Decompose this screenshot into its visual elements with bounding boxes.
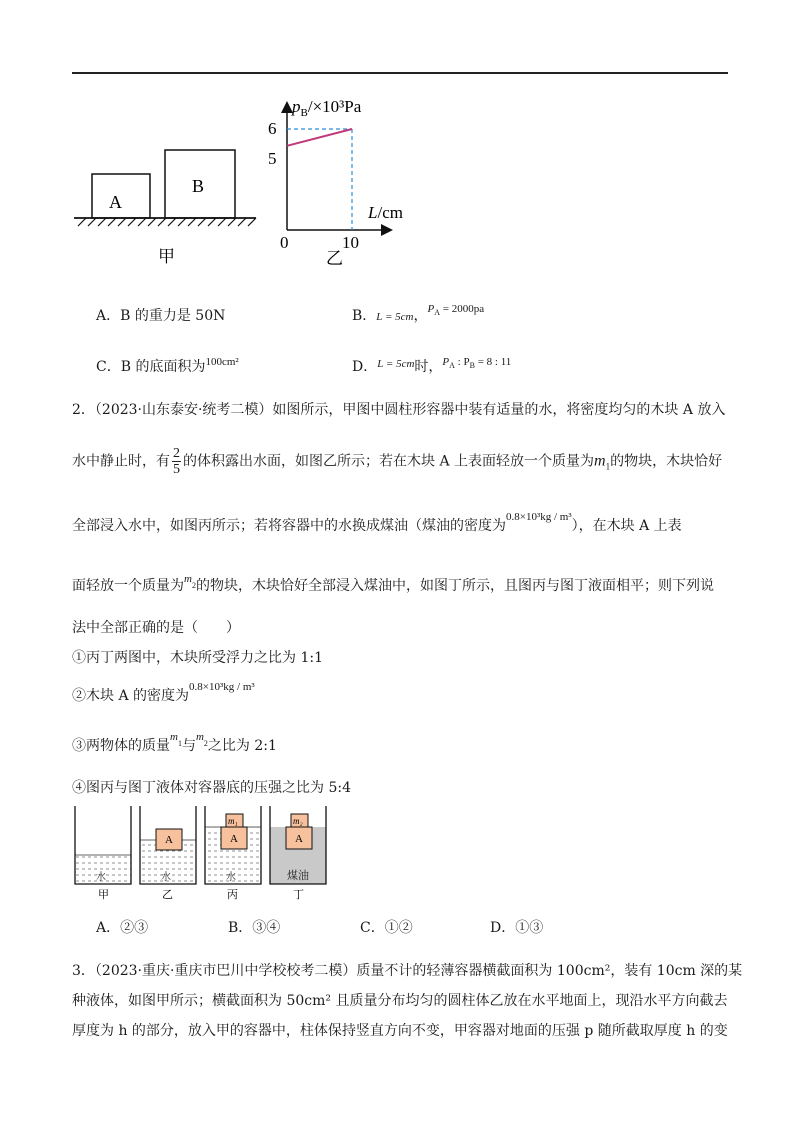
q2-line-5: 法中全部正确的是（ ） <box>72 620 240 636</box>
block-b-label: B <box>192 176 205 196</box>
q2-line-4: 面轻放一个质量为$^m_2$的物块，木块恰好全部浸入煤油中，如图丁所示，且图丙与图丁液面相平；则下列说 <box>72 573 714 594</box>
y-axis-label: $p_B/\times 10^3Pa$ <box>292 97 362 119</box>
q3-line-3: 厚度为 h 的部分，放入甲的容器中，柱体保持竖直方向不变，甲容器对地面的压强 p 随所截取厚度 h 的变 <box>72 1023 728 1039</box>
q2-option-a: A．②③ <box>96 920 149 936</box>
q2-option-c: C．①② <box>360 920 413 936</box>
q3-line-1: 3．（2023·重庆·重庆市巴川中学校校考二模）质量不计的轻薄容器横截面积为 100cm²，装有 10cm 深的某 <box>72 963 743 979</box>
container-yi-block-label: A <box>165 834 173 846</box>
tick-label-6: 6 <box>268 119 277 138</box>
q3-line-2: 种液体，如图甲所示；横截面积为 50cm² 且质量分布均匀的圆柱体乙放在水平地面上，现沿水平方向截去 <box>72 993 728 1009</box>
data-line <box>287 129 352 146</box>
q1-option-c: C．B 的底面积为$^{100cm^2}$ <box>96 356 239 375</box>
q2-statement-1: ①丙丁两图中，木块所受浮力之比为 1:1 <box>72 650 323 666</box>
x-axis-label: L/cm <box>368 203 403 222</box>
tick-label-5: 5 <box>268 149 277 168</box>
container-bing-top-label: m₁ <box>228 816 238 826</box>
ground-hatch <box>78 218 256 226</box>
q2-option-b: B．③④ <box>228 920 281 936</box>
fraction-2-5: $\frac{2}{5}$ <box>173 446 180 477</box>
container-ding-liquid: 煤油 <box>287 870 309 882</box>
q2-statement-4: ④图丙与图丁液体对容器底的压强之比为 5:4 <box>72 780 351 796</box>
container-ding <box>270 806 326 901</box>
container-ding-top-label: m₂ <box>293 816 303 826</box>
container-jia-caption: 甲 <box>98 889 109 901</box>
figure-containers <box>70 800 370 905</box>
q2-line-2: 水中静止时，有 $\frac{2}{5}$ 的体积露出水面，如图乙所示；若在木块 A 上表面轻放一个质量为$m_1$的物块，木块恰好 <box>72 446 723 477</box>
q2-statement-2: ②木块 A 的密度为$^{0.8\times 10^3kg / m^3}$ <box>72 681 255 704</box>
caption-yi: 乙 <box>326 249 343 267</box>
container-yi-liquid: 水 <box>161 872 171 883</box>
block-a-label: A <box>109 192 122 212</box>
top-rule <box>72 72 728 74</box>
figure-jia-blocks <box>60 130 270 270</box>
container-ding-caption: 丁 <box>293 889 304 901</box>
q1-option-d: D．$^{L = 5cm}$时，$^{P_A : P_B = 8 : 11}$ <box>352 356 512 375</box>
caption-jia: 甲 <box>158 247 175 266</box>
container-yi <box>140 806 196 901</box>
container-bing <box>205 806 261 901</box>
q2-statement-3: ③两物体的质量$^m_1$与$^m_2$之比为 2:1 <box>72 731 277 754</box>
tick-label-10: 10 <box>342 233 359 252</box>
container-ding-block-label: A <box>295 833 303 845</box>
container-jia <box>75 806 131 901</box>
q1-option-b: B．L = 5cm，$^{P_A = 2000pa}$ <box>352 303 485 324</box>
q2-option-d: D．①③ <box>490 920 544 936</box>
figure-yi-graph <box>250 92 430 267</box>
q2-line-3: 全部浸入水中，如图丙所示；若将容器中的水换成煤油（煤油的密度为$^{0.8\times 10^3kg / m^3}$），在木块 A 上表 <box>72 511 682 534</box>
tick-label-0: 0 <box>280 233 289 252</box>
q2-line-1: 2．（2023·山东泰安·统考二模）如图所示，甲图中圆柱形容器中装有适量的水，将密度均匀的木块 A 放入 <box>72 402 726 418</box>
q1-option-a: A．B 的重力是 50N <box>96 308 226 324</box>
container-bing-liquid: 水 <box>226 872 236 883</box>
container-bing-caption: 丙 <box>227 889 238 901</box>
container-jia-liquid: 水 <box>96 872 106 883</box>
container-bing-block-label: A <box>230 833 238 845</box>
container-yi-caption: 乙 <box>162 889 173 901</box>
